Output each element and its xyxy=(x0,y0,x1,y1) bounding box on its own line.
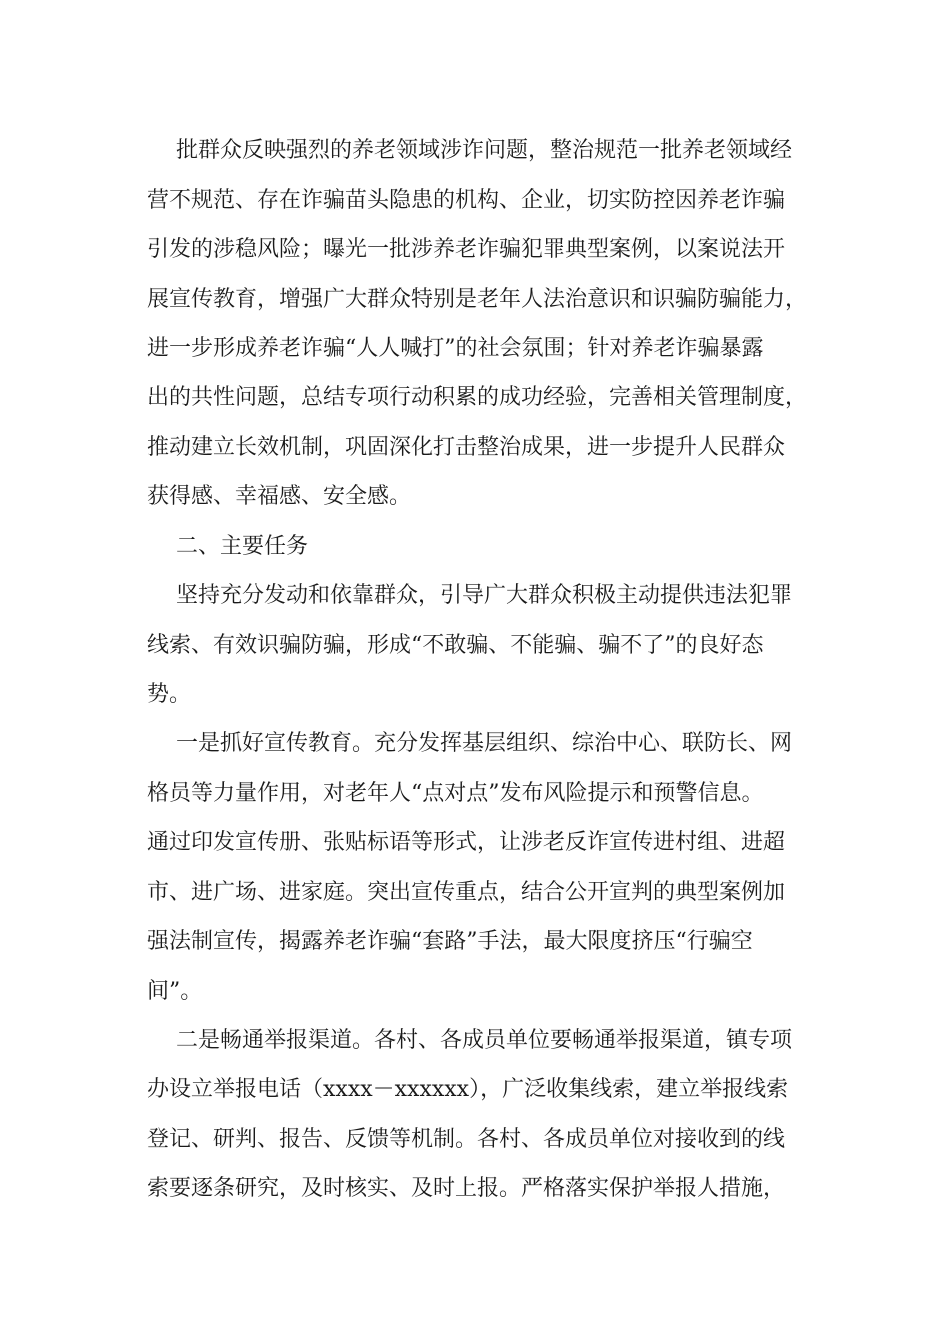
text-line: 一是抓好宣传教育。充分发挥基层组织、综治中心、联防长、网 xyxy=(176,731,793,756)
text-line: 格员等力量作用，对老年人“点对点”发布风险提示和预警信息。 xyxy=(147,781,764,806)
text-line: 强法制宣传，揭露养老诈骗“套路”手法，最大限度挤压“行骗空 xyxy=(147,929,753,954)
text-line: 索要逐条研究，及时核实、及时上报。严格落实保护举报人措施， xyxy=(147,1176,786,1201)
text-line: 间”。 xyxy=(147,979,203,1004)
text-line: 引发的涉稳风险；曝光一批涉养老诈骗犯罪典型案例，以案说法开 xyxy=(147,237,786,262)
text-line: 展宣传教育，增强广大群众特别是老年人法治意识和识骗防骗能力， xyxy=(147,287,808,312)
text-line: 市、进广场、进家庭。突出宣传重点，结合公开宣判的典型案例加 xyxy=(147,880,786,905)
text-line: 营不规范、存在诈骗苗头隐患的机构、企业，切实防控因养老诈骗 xyxy=(147,188,786,213)
text-line: 登记、研判、报告、反馈等机制。各村、各成员单位对接收到的线 xyxy=(147,1127,786,1152)
text-line: 坚持充分发动和依靠群众，引导广大群众积极主动提供违法犯罪 xyxy=(176,583,793,608)
text-line: 办设立举报电话（xxxx－xxxxxx），广泛收集线索，建立举报线索 xyxy=(147,1077,789,1102)
text-line: 出的共性问题，总结专项行动积累的成功经验，完善相关管理制度， xyxy=(147,385,808,410)
text-line: 势。 xyxy=(147,682,192,707)
section-heading: 二、主要任务 xyxy=(176,534,309,559)
text-line: 获得感、幸福感、安全感。 xyxy=(147,484,412,509)
text-line: 推动建立长效机制，巩固深化打击整治成果，进一步提升人民群众 xyxy=(147,435,786,460)
text-line: 二是畅通举报渠道。各村、各成员单位要畅通举报渠道，镇专项 xyxy=(176,1028,793,1053)
text-line: 线索、有效识骗防骗，形成“不敢骗、不能骗、骗不了”的良好态 xyxy=(147,633,764,658)
text-line: 批群众反映强烈的养老领域涉诈问题，整治规范一批养老领域经 xyxy=(176,138,793,163)
text-line: 通过印发宣传册、张贴标语等形式，让涉老反诈宣传进村组、进超 xyxy=(147,830,786,855)
text-line: 进一步形成养老诈骗“人人喊打”的社会氛围；针对养老诈骗暴露 xyxy=(147,336,764,361)
